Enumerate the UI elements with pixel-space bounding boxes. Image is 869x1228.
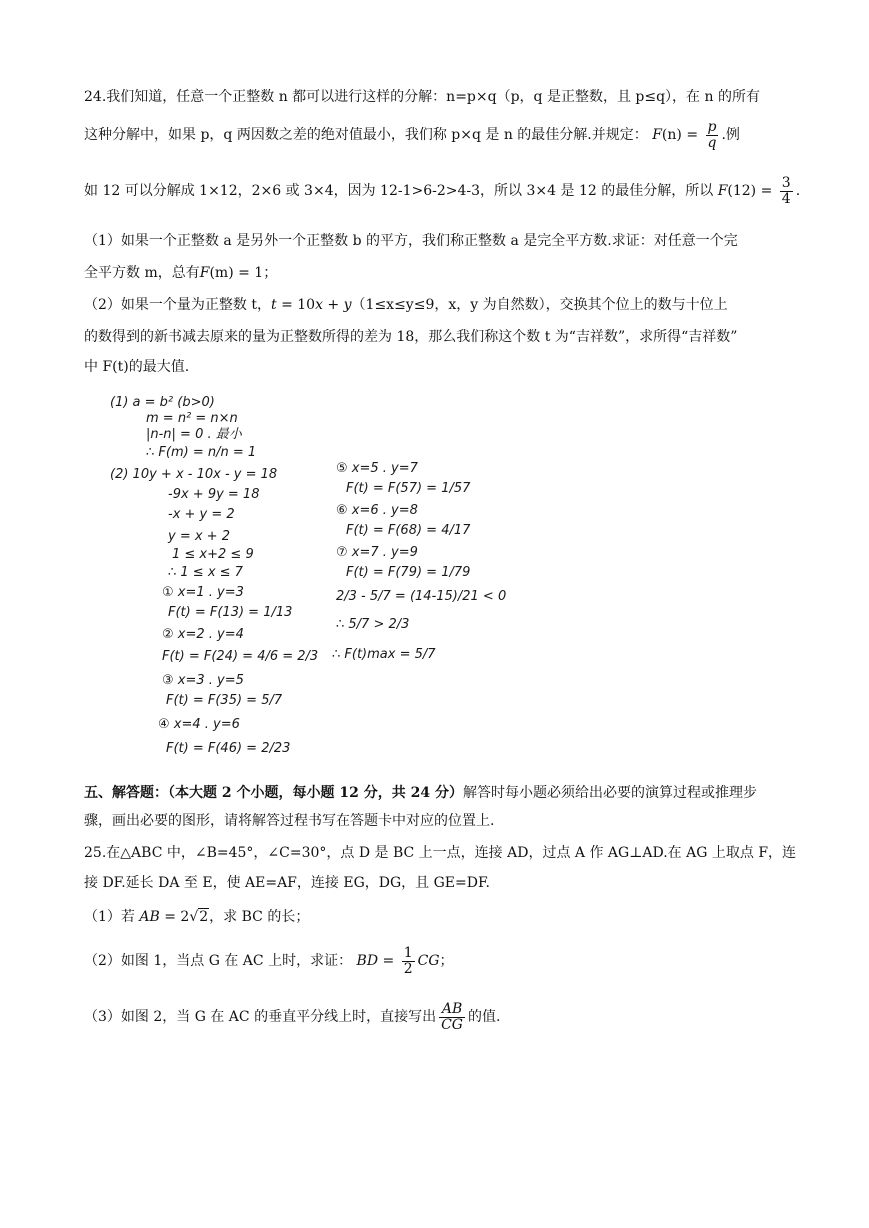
three-quarters-fraction: $\frac{3}{4}$ [781, 175, 791, 207]
q24-part1-line2: 全平方数 m，总有F(m) = 1； [84, 265, 278, 281]
F-12-expression: F(12) = [717, 183, 773, 200]
hw-line: ① x=1 . y=3 [162, 585, 244, 600]
q25-line1: 25.在△ABC 中，∠B=45°，∠C=30°，点 D 是 BC 上一点，连接 AD，过点 A 作 AG⊥AD.在 AG 上取点 F，连 [84, 845, 797, 861]
hw-line: F(t) = F(68) = 4/17 [346, 523, 471, 538]
q24-line2 [84, 120, 799, 150]
hw-line: m = n² = n×n [146, 411, 238, 426]
p-over-q-fraction: $\frac{p}{q}$ [707, 119, 717, 151]
AB-over-CG-fraction: $\frac{AB}{CG}$ [441, 1001, 463, 1033]
F-m-expression: F(m) [199, 265, 234, 281]
hw-line: F(t) = F(13) = 1/13 [168, 605, 293, 620]
q24-part2-line3: 中 F(t)的最大值. [84, 359, 190, 375]
hw-line: 2/3 - 5/7 = (14-15)/21 < 0 [336, 589, 507, 604]
handwritten-solution-image [110, 388, 510, 768]
q24-line2-text: 这种分解中，如果 p，q 两因数之差的绝对值最小，我们称 p×q 是 n 的最佳分解.并规定： [84, 127, 648, 144]
hw-line: 1 ≤ x+2 ≤ 9 [172, 547, 254, 562]
hw-line: F(t) = F(24) = 4/6 = 2/3 [162, 649, 319, 664]
section5-line2: 骤，画出必要的图形，请将解答过程书写在答题卡中对应的位置上. [84, 813, 495, 829]
hw-line: -x + y = 2 [168, 507, 235, 522]
hw-line: ④ x=4 . y=6 [158, 717, 240, 732]
t-expression: t = 10x + y [270, 297, 352, 313]
hw-line: F(t) = F(35) = 5/7 [166, 693, 283, 708]
q25-part1: （1）若 AB = 2√2，求 BC 的长； [84, 909, 310, 925]
hw-line: F(t) = F(79) = 1/79 [346, 565, 471, 580]
q24-line3-text: 如 12 可以分解成 1×12，2×6 或 3×4，因为 12-1>6-2>4-3，所以 3×4 是 12 的最佳分解，所以 [84, 183, 714, 200]
hw-line: -9x + 9y = 18 [168, 487, 260, 502]
hw-line: ∴ 1 ≤ x ≤ 7 [168, 565, 243, 580]
hw-line: ∴ F(m) = n/n = 1 [146, 445, 257, 460]
q24-part2-line1: （2）如果一个量为正整数 t，t = 10x + y（1≤x≤y≤9，x，y 为自然数），交换其个位上的数与十位上 [84, 297, 728, 313]
hw-line: ∴ 5/7 > 2/3 [336, 617, 410, 632]
q25-part2: （2）如图 1，当点 G 在 AC 上时，求证： BD = $\frac{1}{2}$ CG； [84, 945, 454, 977]
q24-part2-line2: 的数得到的新书减去原来的量为正整数所得的差为 18，那么我们称这个数 t 为“吉祥数”，求所得“吉祥数” [84, 329, 738, 345]
BD-equals-half-CG: BD = $\frac{1}{2}$ CG [356, 945, 440, 977]
q24-line3: 如 12 可以分解成 1×12，2×6 或 3×4，因为 12-1>6-2>4-3，所以 3×4 是 12 的最佳分解，所以 F(12) = $\frac{3}{4}$ . [84, 175, 801, 207]
F-n-expression: F(n) = [652, 127, 699, 144]
hw-line: ⑦ x=7 . y=9 [336, 545, 418, 560]
hw-line: ③ x=3 . y=5 [162, 673, 244, 688]
q24-line2-end: .例 [721, 127, 740, 144]
AB-expression: AB = 2√2 [139, 909, 209, 925]
q24-part1-line1: （1）如果一个正整数 a 是另外一个正整数 b 的平方，我们称正整数 a 是完全平方数.求证：对任意一个完 [84, 233, 738, 249]
hw-line: y = x + 2 [168, 529, 230, 544]
hw-line: F(t) = F(46) = 2/23 [166, 741, 291, 756]
q25-part3: （3）如图 2，当 G 在 AC 的垂直平分线上时，直接写出 $\frac{AB}{CG}$ 的值. [84, 1001, 501, 1033]
hw-line: ⑥ x=6 . y=8 [336, 503, 418, 518]
hw-line: (1) a = b² (b>0) [110, 395, 215, 410]
section5-line1: 五、解答题：（本大题 2 个小题，每小题 12 分，共 24 分）解答时每小题必须给出必要的演算过程或推理步 [84, 785, 757, 801]
one-half-fraction: $\frac{1}{2}$ [403, 945, 413, 977]
hw-line: ⑤ x=5 . y=7 [336, 461, 418, 476]
q25-line2: 接 DF.延长 DA 至 E，使 AE=AF，连接 EG，DG，且 GE=DF. [84, 875, 490, 891]
hw-line: ∴ F(t)max = 5/7 [332, 647, 436, 662]
q24-line1: 24.我们知道，任意一个正整数 n 都可以进行这样的分解：n=p×q（p，q 是正整数，且 p≤q），在 n 的所有 [84, 89, 760, 105]
hw-line: F(t) = F(57) = 1/57 [346, 481, 471, 496]
hw-line: (2) 10y + x - 10x - y = 18 [110, 467, 278, 482]
hw-line: |n-n| = 0 . 最小 [146, 427, 242, 442]
sqrt-two: √2 [189, 909, 209, 925]
hw-line: ② x=2 . y=4 [162, 627, 244, 642]
section5-heading: 五、解答题：（本大题 2 个小题，每小题 12 分，共 24 分） [84, 785, 463, 801]
